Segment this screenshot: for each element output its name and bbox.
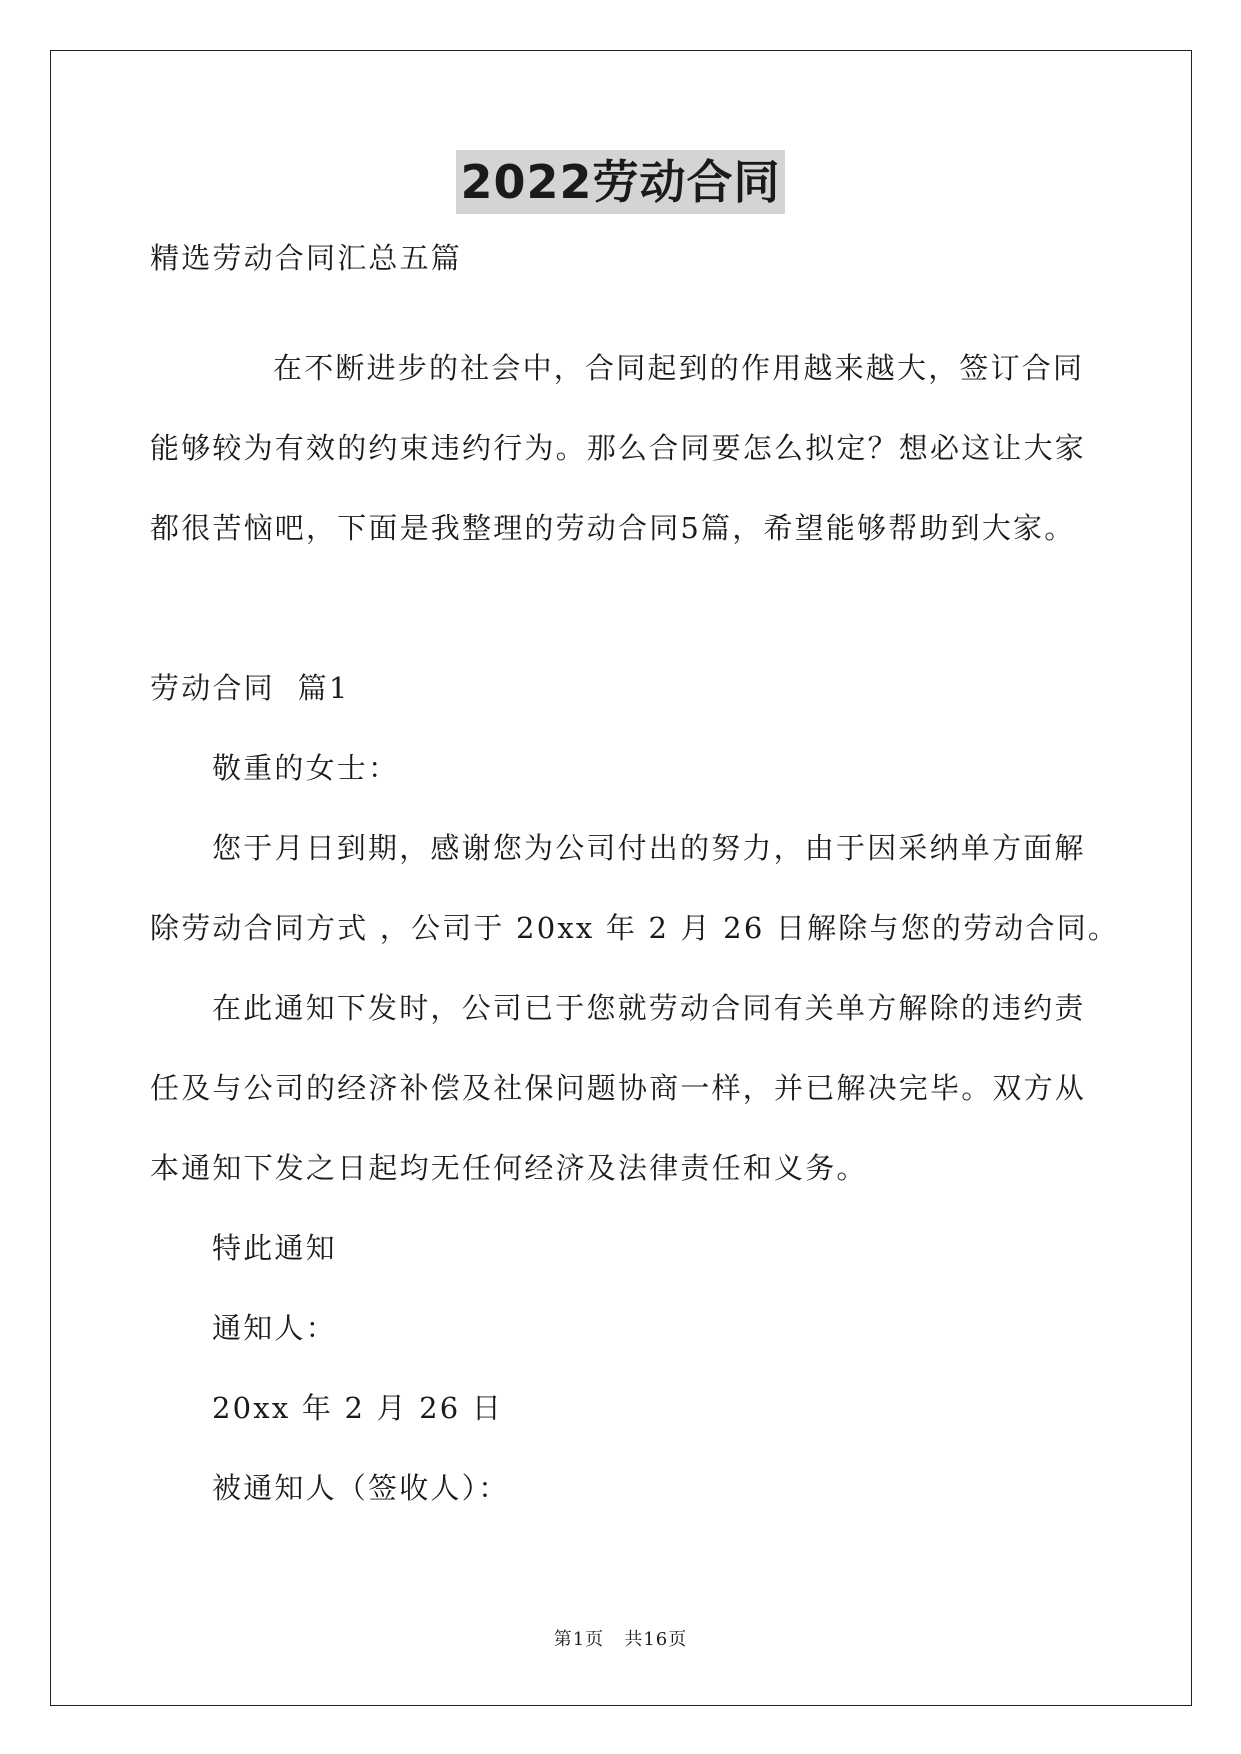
recipient-label: 被通知人（签收人）： — [212, 1471, 510, 1505]
intro-line-2: 能够较为有效的约束违约行为。那么合同要怎么拟定？想必这让大家 — [150, 431, 1087, 465]
body-line-2: 除劳动合同方式 ，公司于 20xx 年 2 月 26 日解除与您的劳动合同。 — [150, 911, 1120, 945]
body-line-5: 本通知下发之日起均无任何经济及法律责任和义务。 — [150, 1151, 868, 1185]
document-title: 2022劳动合同 — [456, 150, 784, 214]
page-border — [50, 50, 1192, 1706]
body-line-3: 在此通知下发时，公司已于您就劳动合同有关单方解除的违约责 — [212, 991, 1086, 1025]
closing-text: 特此通知 — [212, 1231, 337, 1265]
title-container — [0, 150, 1241, 214]
page-number: 第1页 共16页 — [553, 1629, 688, 1650]
section-heading: 劳动合同 篇1 — [150, 671, 350, 705]
salutation: 敬重的女士： — [212, 751, 400, 785]
body-line-1: 您于月日到期，感谢您为公司付出的努力，由于因采纳单方面解 — [212, 831, 1086, 865]
body-line-4: 任及与公司的经济补偿及社保问题协商一样，并已解决完毕。双方从 — [150, 1071, 1087, 1105]
notifier-label: 通知人： — [212, 1311, 337, 1345]
intro-line-3: 都很苦恼吧，下面是我整理的劳动合同5篇，希望能够帮助到大家。 — [150, 511, 1076, 545]
page-footer — [0, 1628, 1241, 1652]
intro-line-1: 在不断进步的社会中，合同起到的作用越来越大，签订合同 — [273, 351, 1085, 385]
document-subtitle: 精选劳动合同汇总五篇 — [150, 241, 463, 275]
notice-date: 20xx 年 2 月 26 日 — [212, 1391, 504, 1425]
